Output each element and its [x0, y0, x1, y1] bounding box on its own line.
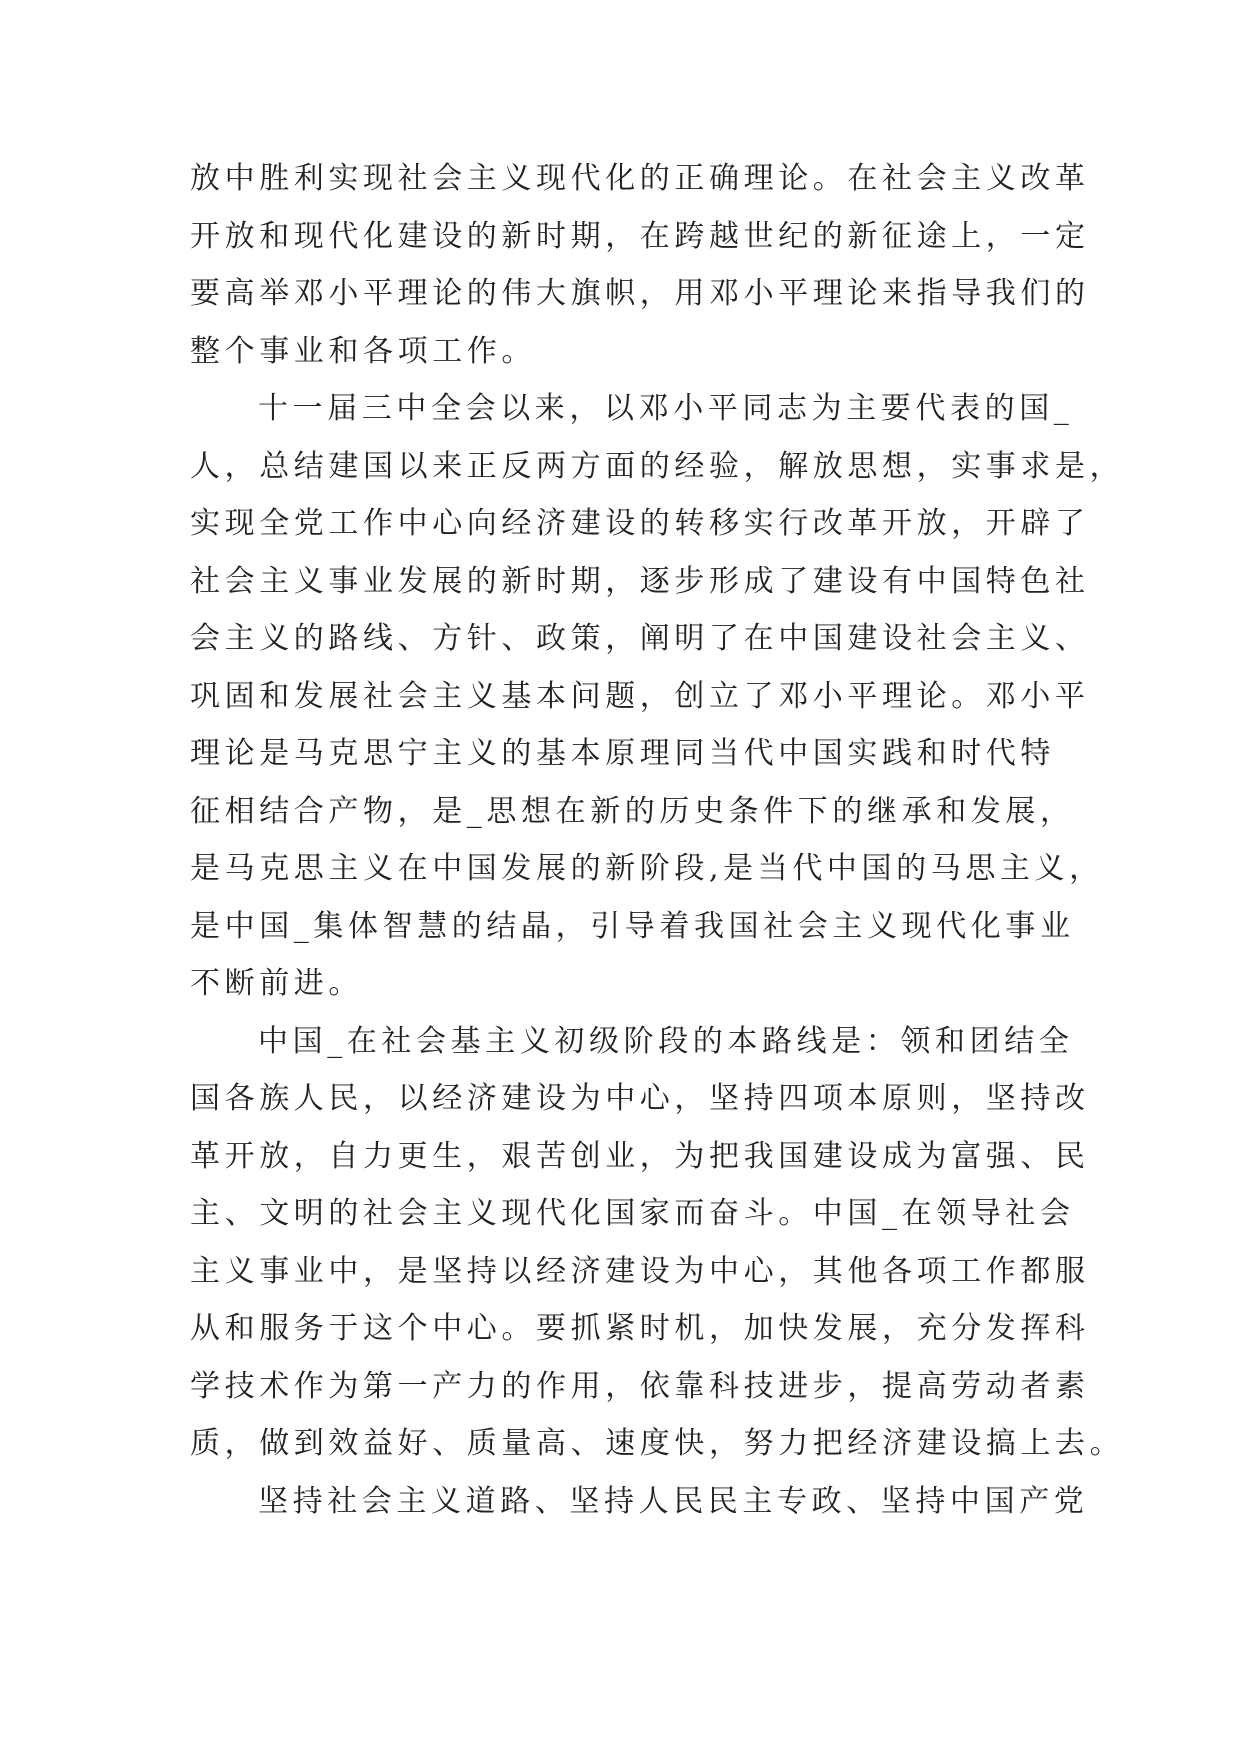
text-line: 革开放，自力更生，艰苦创业，为把我国建设成为富强、民: [190, 1138, 1090, 1174]
text-line: 不断前进。: [190, 966, 363, 1001]
text-line: 主义事业中，是坚持以经济建设为中心，其他各项工作都服: [190, 1253, 1090, 1289]
paragraph-first-line: 十一届三中全会以来，以邓小平同志为主要代表的国_: [258, 391, 1074, 426]
text-line: 要高举邓小平理论的伟大旗帜，用邓小平理论来指导我们的: [190, 276, 1090, 311]
text-line: 理论是马克思宁主义的基本原理同当代中国实践和时代特: [190, 736, 1055, 771]
text-line: 从和服务于这个中心。要抓紧时机，加快发展，充分发挥科: [190, 1311, 1090, 1346]
text-line: 社会主义事业发展的新时期，逐步形成了建设有中国特色社: [190, 563, 1090, 599]
text-line: 主、文明的社会主义现代化国家而奋斗。中国_在领导社会: [190, 1196, 1075, 1231]
text-line: 巩固和发展社会主义基本问题，创立了邓小平理论。邓小平: [190, 678, 1090, 714]
text-line: 实现全党工作中心向经济建设的转移实行改革开放，开辟了: [190, 506, 1090, 541]
text-line: 征相结合产物，是_思想在新的历史条件下的继承和发展，: [190, 793, 1075, 829]
text-line: 会主义的路线、方针、政策，阐明了在中国建设社会主义、: [190, 621, 1090, 656]
paragraph-first-line: 中国_在社会基主义初级阶段的本路线是：领和团结全: [258, 1023, 1074, 1059]
text-line: 整个事业和各项工作。: [190, 333, 536, 369]
text-line: 国各族人民，以经济建设为中心，坚持四项本原则，坚持改: [190, 1081, 1090, 1116]
text-line: 放中胜利实现社会主义现代化的正确理论。在社会主义改革: [190, 161, 1090, 196]
text-line: 人，总结建国以来正反两方面的经验，解放思想，实事求是，: [190, 448, 1125, 484]
text-line: 是中国_集体智慧的结晶，引导着我国社会主义现代化事业: [190, 908, 1075, 944]
text-line: 质，做到效益好、质量高、速度快，努力把经济建设搞上去。: [190, 1426, 1125, 1461]
text-line: 是马克思主义在中国发展的新阶段,是当代中国的马思主义，: [190, 851, 1104, 886]
text-line: 学技术作为第一产力的作用，依靠科技进步，提高劳动者素: [190, 1368, 1090, 1404]
paragraph-first-line: 坚持社会主义道路、坚持人民民主专政、坚持中国产党: [258, 1483, 1089, 1519]
body-text: [190, 150, 1125, 1530]
text-line: 开放和现代化建设的新时期，在跨越世纪的新征途上，一定: [190, 218, 1090, 254]
